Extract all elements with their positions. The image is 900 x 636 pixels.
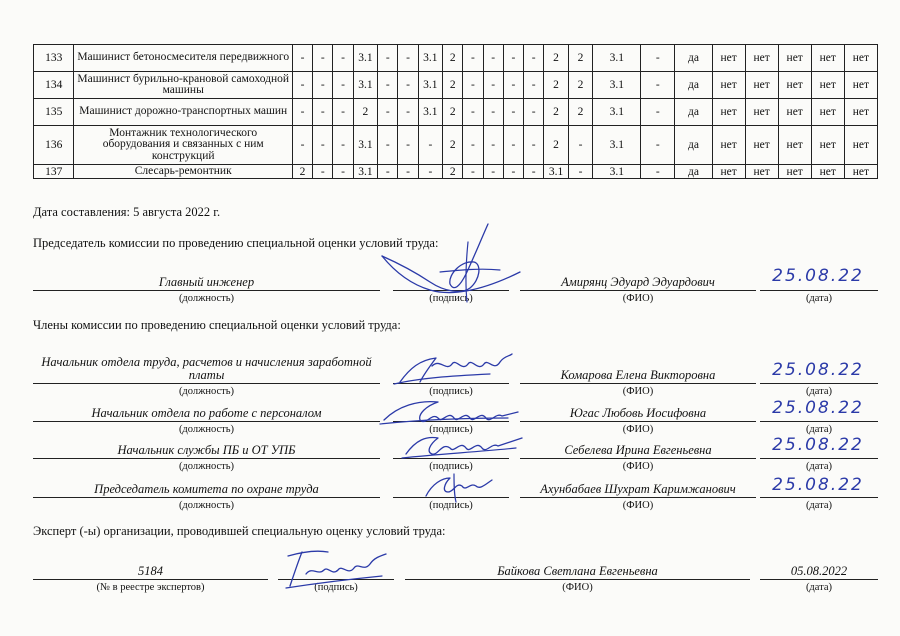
member-signature (390, 348, 520, 390)
table-cell: - (463, 45, 483, 72)
caption-fio: (ФИО) (562, 582, 593, 593)
table-cell: - (483, 126, 503, 165)
table-cell: нет (712, 165, 745, 179)
table-cell: - (641, 126, 675, 165)
table-cell: - (524, 99, 544, 126)
table-cell: 2 (568, 72, 593, 99)
member-fio: Югас Любовь Иосифовна (569, 406, 707, 420)
profession-name: Машинист бетоносмесителя передвижного (74, 45, 292, 72)
table-cell: - (503, 72, 523, 99)
table-cell: 3.1 (593, 99, 641, 126)
table-cell: нет (778, 126, 811, 165)
caption-registry: (№ в реестре экспертов) (96, 582, 205, 593)
table-cell: нет (811, 45, 844, 72)
members-heading: Члены комиссии по проведению специальной оценки условий труда: (33, 318, 401, 332)
table-cell: нет (811, 72, 844, 99)
table-cell: 3.1 (353, 126, 378, 165)
caption-fio: (ФИО) (622, 461, 654, 472)
member-signature (398, 428, 528, 464)
member-handwritten-date: 25.08.22 (772, 398, 864, 418)
table-cell: 2 (353, 99, 378, 126)
table-cell: - (333, 72, 353, 99)
table-cell: нет (844, 45, 877, 72)
table-cell: нет (712, 45, 745, 72)
member-position: Председатель комитета по охране труда (94, 482, 319, 496)
table-cell: - (292, 99, 312, 126)
table-row (34, 126, 878, 165)
caption-date: (дата) (805, 582, 833, 593)
caption-date: (дата) (805, 293, 833, 304)
table-cell: - (378, 45, 398, 72)
table-cell: - (463, 99, 483, 126)
table-cell: - (378, 165, 398, 179)
expert-date: 05.08.2022 (790, 564, 848, 578)
caption-position: (должность) (178, 424, 235, 435)
table-cell: - (463, 165, 483, 179)
caption-position: (должность) (178, 500, 235, 511)
results-table (33, 44, 878, 179)
profession-name: Монтажник технологического оборудования и связанных с ним конструкций (74, 126, 292, 165)
table-cell: - (524, 72, 544, 99)
table-cell: 2 (544, 72, 569, 99)
expert-fio: Байкова Светлана Евгеньевна (497, 564, 658, 578)
table-cell: 2 (292, 165, 312, 179)
table-cell: - (333, 126, 353, 165)
member-handwritten-date: 25.08.22 (772, 435, 864, 455)
table-cell: - (641, 72, 675, 99)
member-fio: Себелева Ирина Евгеньевна (564, 443, 712, 457)
table-cell: нет (745, 126, 778, 165)
table-cell: - (418, 165, 443, 179)
table-cell: - (568, 126, 593, 165)
table-cell: нет (745, 72, 778, 99)
table-cell: - (292, 126, 312, 165)
table-cell: нет (745, 165, 778, 179)
table-cell: 3.1 (418, 45, 443, 72)
expert-registry-number: 5184 (138, 564, 163, 578)
caption-date: (дата) (805, 500, 833, 511)
table-cell: - (503, 99, 523, 126)
table-cell: 3.1 (593, 126, 641, 165)
table-cell: - (418, 126, 443, 165)
member-position: Начальник отдела труда, расчетов и начисления заработной платы (41, 355, 372, 382)
chairman-position: Главный инженер (158, 275, 255, 289)
member-signature (420, 470, 500, 504)
table-cell: нет (778, 99, 811, 126)
member-handwritten-date: 25.08.22 (772, 475, 864, 495)
table-cell: нет (712, 99, 745, 126)
table-cell: 3.1 (353, 45, 378, 72)
member-handwritten-date: 25.08.22 (772, 360, 864, 380)
table-cell: - (483, 45, 503, 72)
table-cell: 3.1 (418, 99, 443, 126)
member-fio: Ахунбабаев Шухрат Каримжанович (540, 482, 736, 496)
row-number: 133 (34, 45, 74, 72)
table-cell: - (398, 165, 418, 179)
table-cell: 3.1 (593, 45, 641, 72)
table-cell: - (483, 99, 503, 126)
table-cell: - (463, 126, 483, 165)
caption-signature: (подпись) (429, 500, 473, 511)
table-cell: 2 (544, 99, 569, 126)
caption-fio: (ФИО) (622, 386, 654, 397)
profession-name: Машинист дорожно-транспортных машин (74, 99, 292, 126)
table-row (34, 72, 878, 99)
table-cell: - (313, 126, 333, 165)
table-cell: нет (778, 165, 811, 179)
table-cell: 2 (568, 99, 593, 126)
table-cell: - (463, 72, 483, 99)
chairman-heading: Председатель комиссии по проведению специальной оценки условий труда: (33, 236, 439, 250)
table-cell: 3.1 (353, 165, 378, 179)
table-cell: 2 (443, 99, 463, 126)
chairman-handwritten-date: 25.08.22 (772, 266, 864, 286)
table-cell: - (313, 99, 333, 126)
table-cell: да (675, 99, 712, 126)
caption-signature: (подпись) (429, 461, 473, 472)
expert-signature (282, 546, 392, 594)
table-cell: нет (844, 165, 877, 179)
table-cell: - (524, 126, 544, 165)
table-cell: нет (745, 99, 778, 126)
caption-fio: (ФИО) (622, 424, 654, 435)
table-cell: - (378, 72, 398, 99)
caption-fio: (ФИО) (622, 293, 654, 304)
table-cell: да (675, 126, 712, 165)
row-number: 137 (34, 165, 74, 179)
table-cell: да (675, 72, 712, 99)
caption-signature: (подпись) (429, 386, 473, 397)
table-cell: 2 (544, 45, 569, 72)
table-cell: 2 (544, 126, 569, 165)
table-cell: 2 (443, 126, 463, 165)
table-cell: нет (712, 126, 745, 165)
table-cell: - (398, 72, 418, 99)
caption-position: (должность) (178, 293, 235, 304)
profession-name: Слесарь-ремонтник (74, 165, 292, 179)
table-cell: 3.1 (593, 72, 641, 99)
caption-signature: (подпись) (429, 293, 473, 304)
row-number: 134 (34, 72, 74, 99)
table-cell: - (524, 45, 544, 72)
chairman-fio: Амирянц Эдуард Эдуардович (561, 275, 715, 289)
table-cell: 2 (568, 45, 593, 72)
table-cell: нет (811, 165, 844, 179)
table-cell: - (503, 165, 523, 179)
chairman-signature (370, 212, 530, 307)
table-cell: - (641, 99, 675, 126)
row-number: 136 (34, 126, 74, 165)
table-cell: - (333, 45, 353, 72)
table-cell: 3.1 (593, 165, 641, 179)
table-cell: - (503, 126, 523, 165)
table-cell: - (313, 72, 333, 99)
table-cell: - (313, 165, 333, 179)
table-cell: - (333, 165, 353, 179)
caption-date: (дата) (805, 424, 833, 435)
table-cell: нет (811, 99, 844, 126)
table-cell: 2 (443, 165, 463, 179)
table-row (34, 99, 878, 126)
table-row (34, 45, 878, 72)
table-cell: нет (778, 72, 811, 99)
compilation-date: Дата составления: 5 августа 2022 г. (33, 205, 221, 219)
table-cell: да (675, 45, 712, 72)
table-row (34, 165, 878, 179)
table-body (34, 45, 878, 179)
member-position: Начальник отдела по работе с персоналом (91, 406, 322, 420)
caption-date: (дата) (805, 386, 833, 397)
caption-fio: (ФИО) (622, 500, 654, 511)
table-cell: нет (778, 45, 811, 72)
table-cell: - (398, 45, 418, 72)
caption-signature: (подпись) (314, 582, 358, 593)
table-cell: нет (745, 45, 778, 72)
table-cell: 3.1 (544, 165, 569, 179)
table-cell: - (378, 99, 398, 126)
table-cell: - (313, 45, 333, 72)
table-cell: да (675, 165, 712, 179)
table-cell: - (641, 165, 675, 179)
table-cell: нет (844, 72, 877, 99)
table-cell: нет (712, 72, 745, 99)
table-cell: - (292, 72, 312, 99)
table-cell: - (483, 72, 503, 99)
table-cell: 2 (443, 72, 463, 99)
table-cell: нет (811, 126, 844, 165)
member-signature (378, 396, 528, 432)
caption-position: (должность) (178, 461, 235, 472)
table-cell: - (398, 99, 418, 126)
table-cell: - (292, 45, 312, 72)
row-number: 135 (34, 99, 74, 126)
table-cell: - (398, 126, 418, 165)
caption-date: (дата) (805, 461, 833, 472)
table-cell: - (378, 126, 398, 165)
table-cell: - (524, 165, 544, 179)
caption-signature: (подпись) (429, 424, 473, 435)
profession-name: Машинист бурильно-крановой самоходной машины (74, 72, 292, 99)
expert-heading: Эксперт (-ы) организации, проводившей специальную оценку условий труда: (33, 524, 446, 538)
table-cell: 3.1 (353, 72, 378, 99)
table-cell: - (503, 45, 523, 72)
caption-position: (должность) (178, 386, 235, 397)
table-cell: - (568, 165, 593, 179)
table-cell: - (333, 99, 353, 126)
table-cell: - (641, 45, 675, 72)
table-cell: 2 (443, 45, 463, 72)
table-cell: 3.1 (418, 72, 443, 99)
member-fio: Комарова Елена Викторовна (560, 368, 716, 382)
table-cell: - (483, 165, 503, 179)
member-position: Начальник службы ПБ и ОТ УПБ (117, 443, 296, 457)
table-cell: нет (844, 126, 877, 165)
table-cell: нет (844, 99, 877, 126)
